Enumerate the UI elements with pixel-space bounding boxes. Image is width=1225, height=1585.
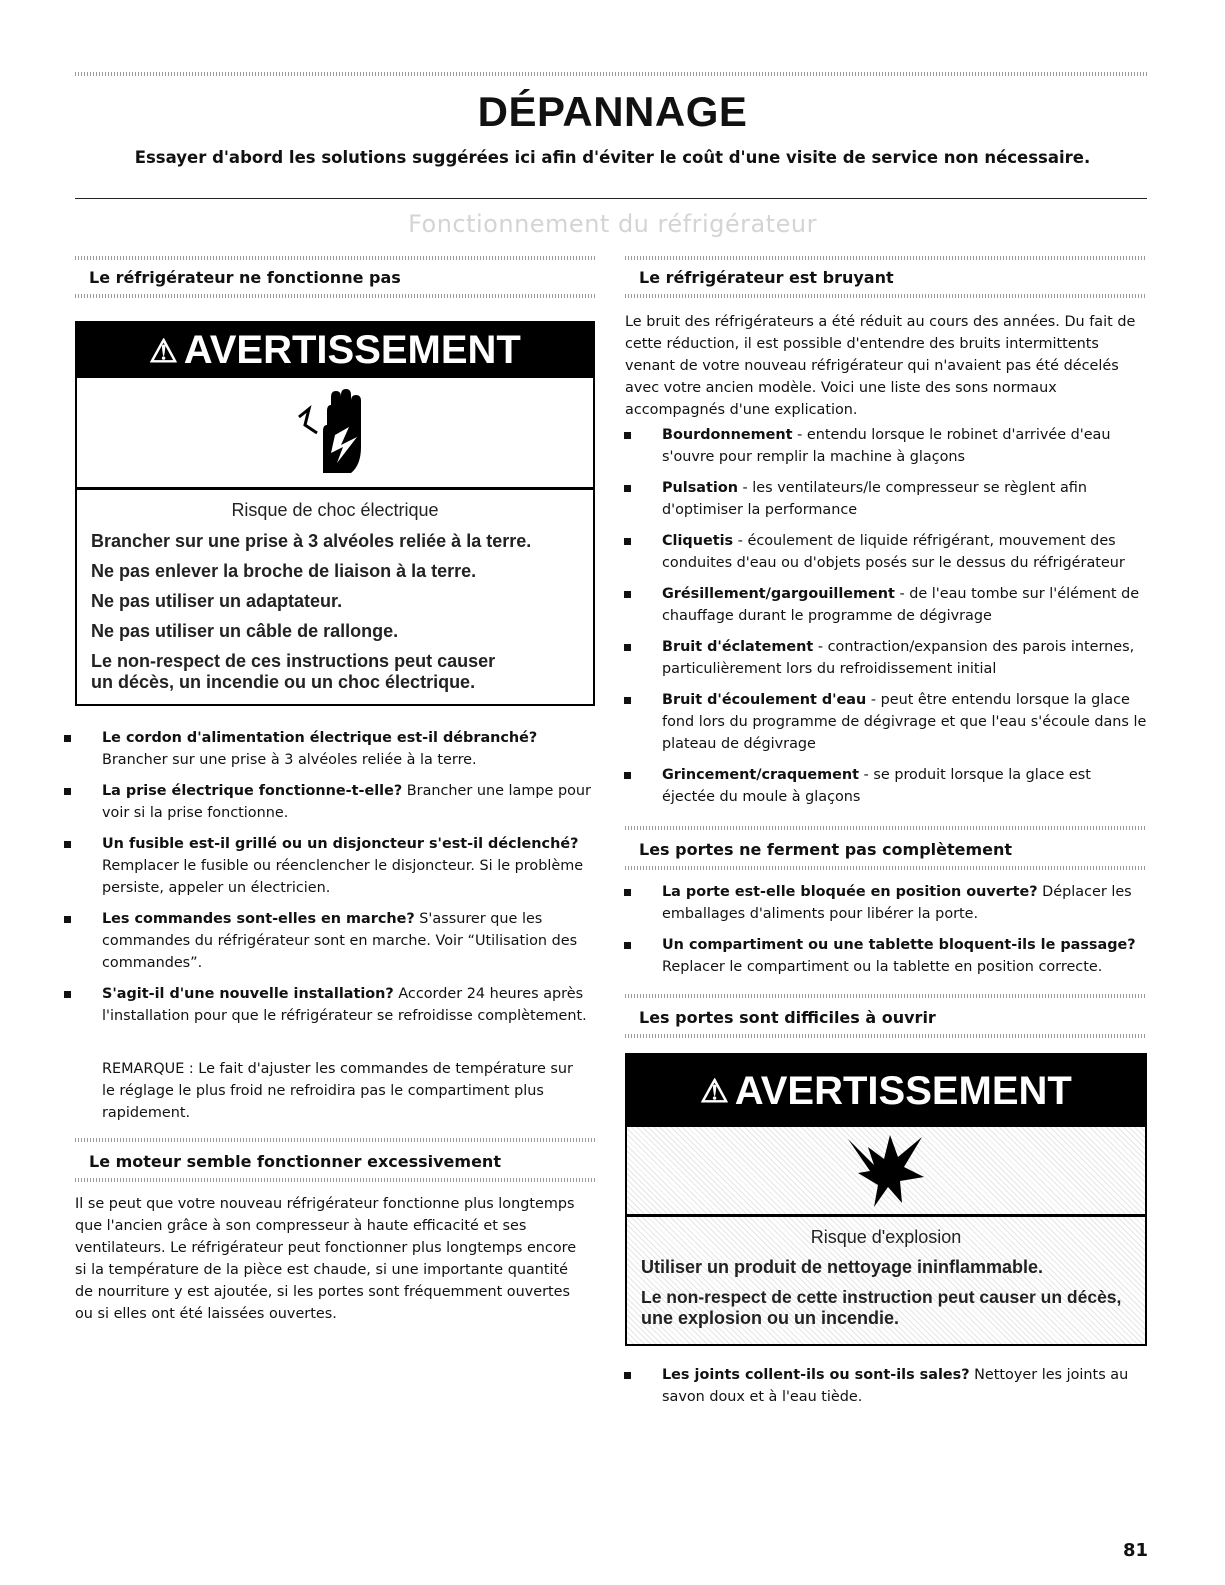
section-title: Fonctionnement du réfrigérateur [408, 210, 817, 238]
shock-line-3: Ne pas utiliser un adaptateur. [91, 591, 343, 611]
left-h2-rule-top [75, 1138, 595, 1142]
shock-warning-box [75, 321, 595, 706]
seals-list [620, 1364, 1147, 1408]
right-h2-rule-top [625, 826, 1147, 830]
list-item: Grincement/craquement - se produit lorsque la glace est éjectée du moule à glaçons [620, 764, 1147, 808]
explosion-warning-banner: ⚠ AVERTISSEMENT [627, 1055, 1145, 1127]
shock-warning-banner: ⚠ AVERTISSEMENT [77, 323, 593, 378]
explosion-line-2: Le non-respect de cette instruction peut causer un décès, [641, 1287, 1122, 1307]
shock-risk-title: Risque de choc électrique [231, 500, 439, 520]
shock-line-1: Brancher sur une prise à 3 alvéoles reliée à la terre. [91, 531, 532, 551]
header-divider [75, 198, 1147, 199]
list-item: Un fusible est-il grillé ou un disjoncteur s'est-il déclenché? Remplacer le fusible ou réenclencher le disjoncteur. Si le problème persiste, appeler un électricien. [60, 833, 595, 899]
explosion-icon-zone [627, 1127, 1145, 1217]
explosion-line-1: Utiliser un produit de nettoyage ininflammable. [641, 1257, 1044, 1277]
list-item: Bruit d'écoulement d'eau - peut être entendu lorsque la glace fond lors du programme de dégivrage et que l'eau s'écoule dans le plateau de dégivrage [620, 689, 1147, 755]
list-item: Cliquetis - écoulement de liquide réfrigérant, mouvement des conduites d'eau ou d'objets posés sur le dessus du réfrigérateur [620, 530, 1147, 574]
top-rule [75, 72, 1147, 76]
page-number: 81 [1123, 1540, 1149, 1561]
heading-noisy: Le réfrigérateur est bruyant [639, 268, 894, 287]
shock-line-2: Ne pas enlever la broche de liaison à la terre. [91, 561, 477, 581]
right-h1-block [625, 268, 1147, 287]
left-h1-rule-bottom [75, 294, 595, 298]
right-h1-rule-bottom [625, 294, 1147, 298]
temperature-note: REMARQUE : Le fait d'ajuster les commandes de température sur le réglage le plus froid ne refroidira pas le compartiment plus rapidement. [102, 1061, 573, 1121]
page-title: DÉPANNAGE [477, 88, 748, 135]
sounds-list [620, 424, 1147, 817]
left-h2-rule-bottom [75, 1178, 595, 1182]
heading-not-running: Le réfrigérateur ne fonctionne pas [89, 268, 401, 287]
heading-doors-hard: Les portes sont difficiles à ouvrir [639, 1008, 936, 1027]
heading-motor-runs: Le moteur semble fonctionner excessivement [89, 1152, 501, 1171]
right-h2-rule-bottom [625, 866, 1147, 870]
list-item: S'agit-il d'une nouvelle installation? Accorder 24 heures après l'installation pour que le réfrigérateur se refroidisse complètement. [60, 983, 595, 1027]
warning-triangle-icon: ⚠ [700, 1073, 729, 1109]
list-item: Les commandes sont-elles en marche? S'assurer que les commandes du réfrigérateur sont en marche. Voir “Utilisation des commandes”. [60, 908, 595, 974]
explosion-risk-title: Risque d'explosion [810, 1227, 962, 1247]
heading-doors-not-close: Les portes ne ferment pas complètement [639, 840, 1013, 859]
list-item: Les joints collent-ils ou sont-ils sales? Nettoyer les joints au savon doux et à l'eau tiède. [620, 1364, 1147, 1408]
left-h1-block [75, 268, 595, 287]
shock-line-4: Ne pas utiliser un câble de rallonge. [91, 621, 399, 641]
right-h2-block [625, 840, 1147, 859]
electric-shock-hand-icon [295, 387, 375, 479]
explosion-icon [844, 1133, 928, 1209]
explosion-warning-box [625, 1053, 1147, 1346]
list-item: Le cordon d'alimentation électrique est-il débranché? Brancher sur une prise à 3 alvéoles reliée à la terre. [60, 727, 595, 771]
list-item: Bruit d'éclatement - contraction/expansion des parois internes, particulièrement lors du refroidissement initial [620, 636, 1147, 680]
left-h2-block [75, 1152, 595, 1171]
motor-paragraph: Il se peut que votre nouveau réfrigérateur fonctionne plus longtemps que l'ancien grâce à son compresseur à haute efficacité et ses ventilateurs. Le réfrigérateur peut fonctionner plus longtemps encore si la température de la pièce est chaude, si une importante quantité de nourriture y est ajoutée, si les portes sont fréquemment ouvertes ou si elles ont été laissées ouvertes. [75, 1196, 577, 1322]
list-item: Grésillement/gargouillement - de l'eau tombe sur l'élément de chauffage durant le programme de dégivrage [620, 583, 1147, 627]
right-h3-rule-top [625, 994, 1147, 998]
list-item: La porte est-elle bloquée en position ouverte? Déplacer les emballages d'aliments pour libérer la porte. [620, 881, 1147, 925]
right-h1-rule-top [625, 256, 1147, 260]
shock-consequence-1: Le non-respect de ces instructions peut causer [91, 651, 496, 671]
explosion-line-3: une explosion ou un incendie. [641, 1308, 900, 1328]
right-h3-block [625, 1008, 1147, 1027]
list-item: Pulsation - les ventilateurs/le compresseur se règlent afin d'optimiser la performance [620, 477, 1147, 521]
warning-triangle-icon: ⚠ [149, 332, 178, 369]
list-item: Bourdonnement - entendu lorsque le robinet d'arrivée d'eau s'ouvre pour remplir la machine à glaçons [620, 424, 1147, 468]
shock-consequence-2: un décès, un incendie ou un choc électrique. [91, 672, 476, 692]
left-h1-rule-top [75, 256, 595, 260]
list-item: Un compartiment ou une tablette bloquent-ils le passage? Replacer le compartiment ou la tablette en position correcte. [620, 934, 1147, 978]
page-subtitle: Essayer d'abord les solutions suggérées ici afin d'éviter le coût d'une visite de service non nécessaire. [134, 148, 1091, 167]
shock-icon-zone [77, 378, 593, 490]
doors-list [620, 881, 1147, 987]
not-running-list [60, 727, 595, 1036]
right-h3-rule-bottom [625, 1034, 1147, 1038]
list-item: La prise électrique fonctionne-t-elle? Brancher une lampe pour voir si la prise fonctionne. [60, 780, 595, 824]
noise-intro: Le bruit des réfrigérateurs a été réduit au cours des années. Du fait de cette réduction, il est possible d'entendre des bruits intermittents venant de votre nouveau réfrigérateur qui n'avaient pas été décelés avec votre ancien modèle. Voici une liste des sons normaux accompagnés d'une explication. [625, 314, 1136, 418]
